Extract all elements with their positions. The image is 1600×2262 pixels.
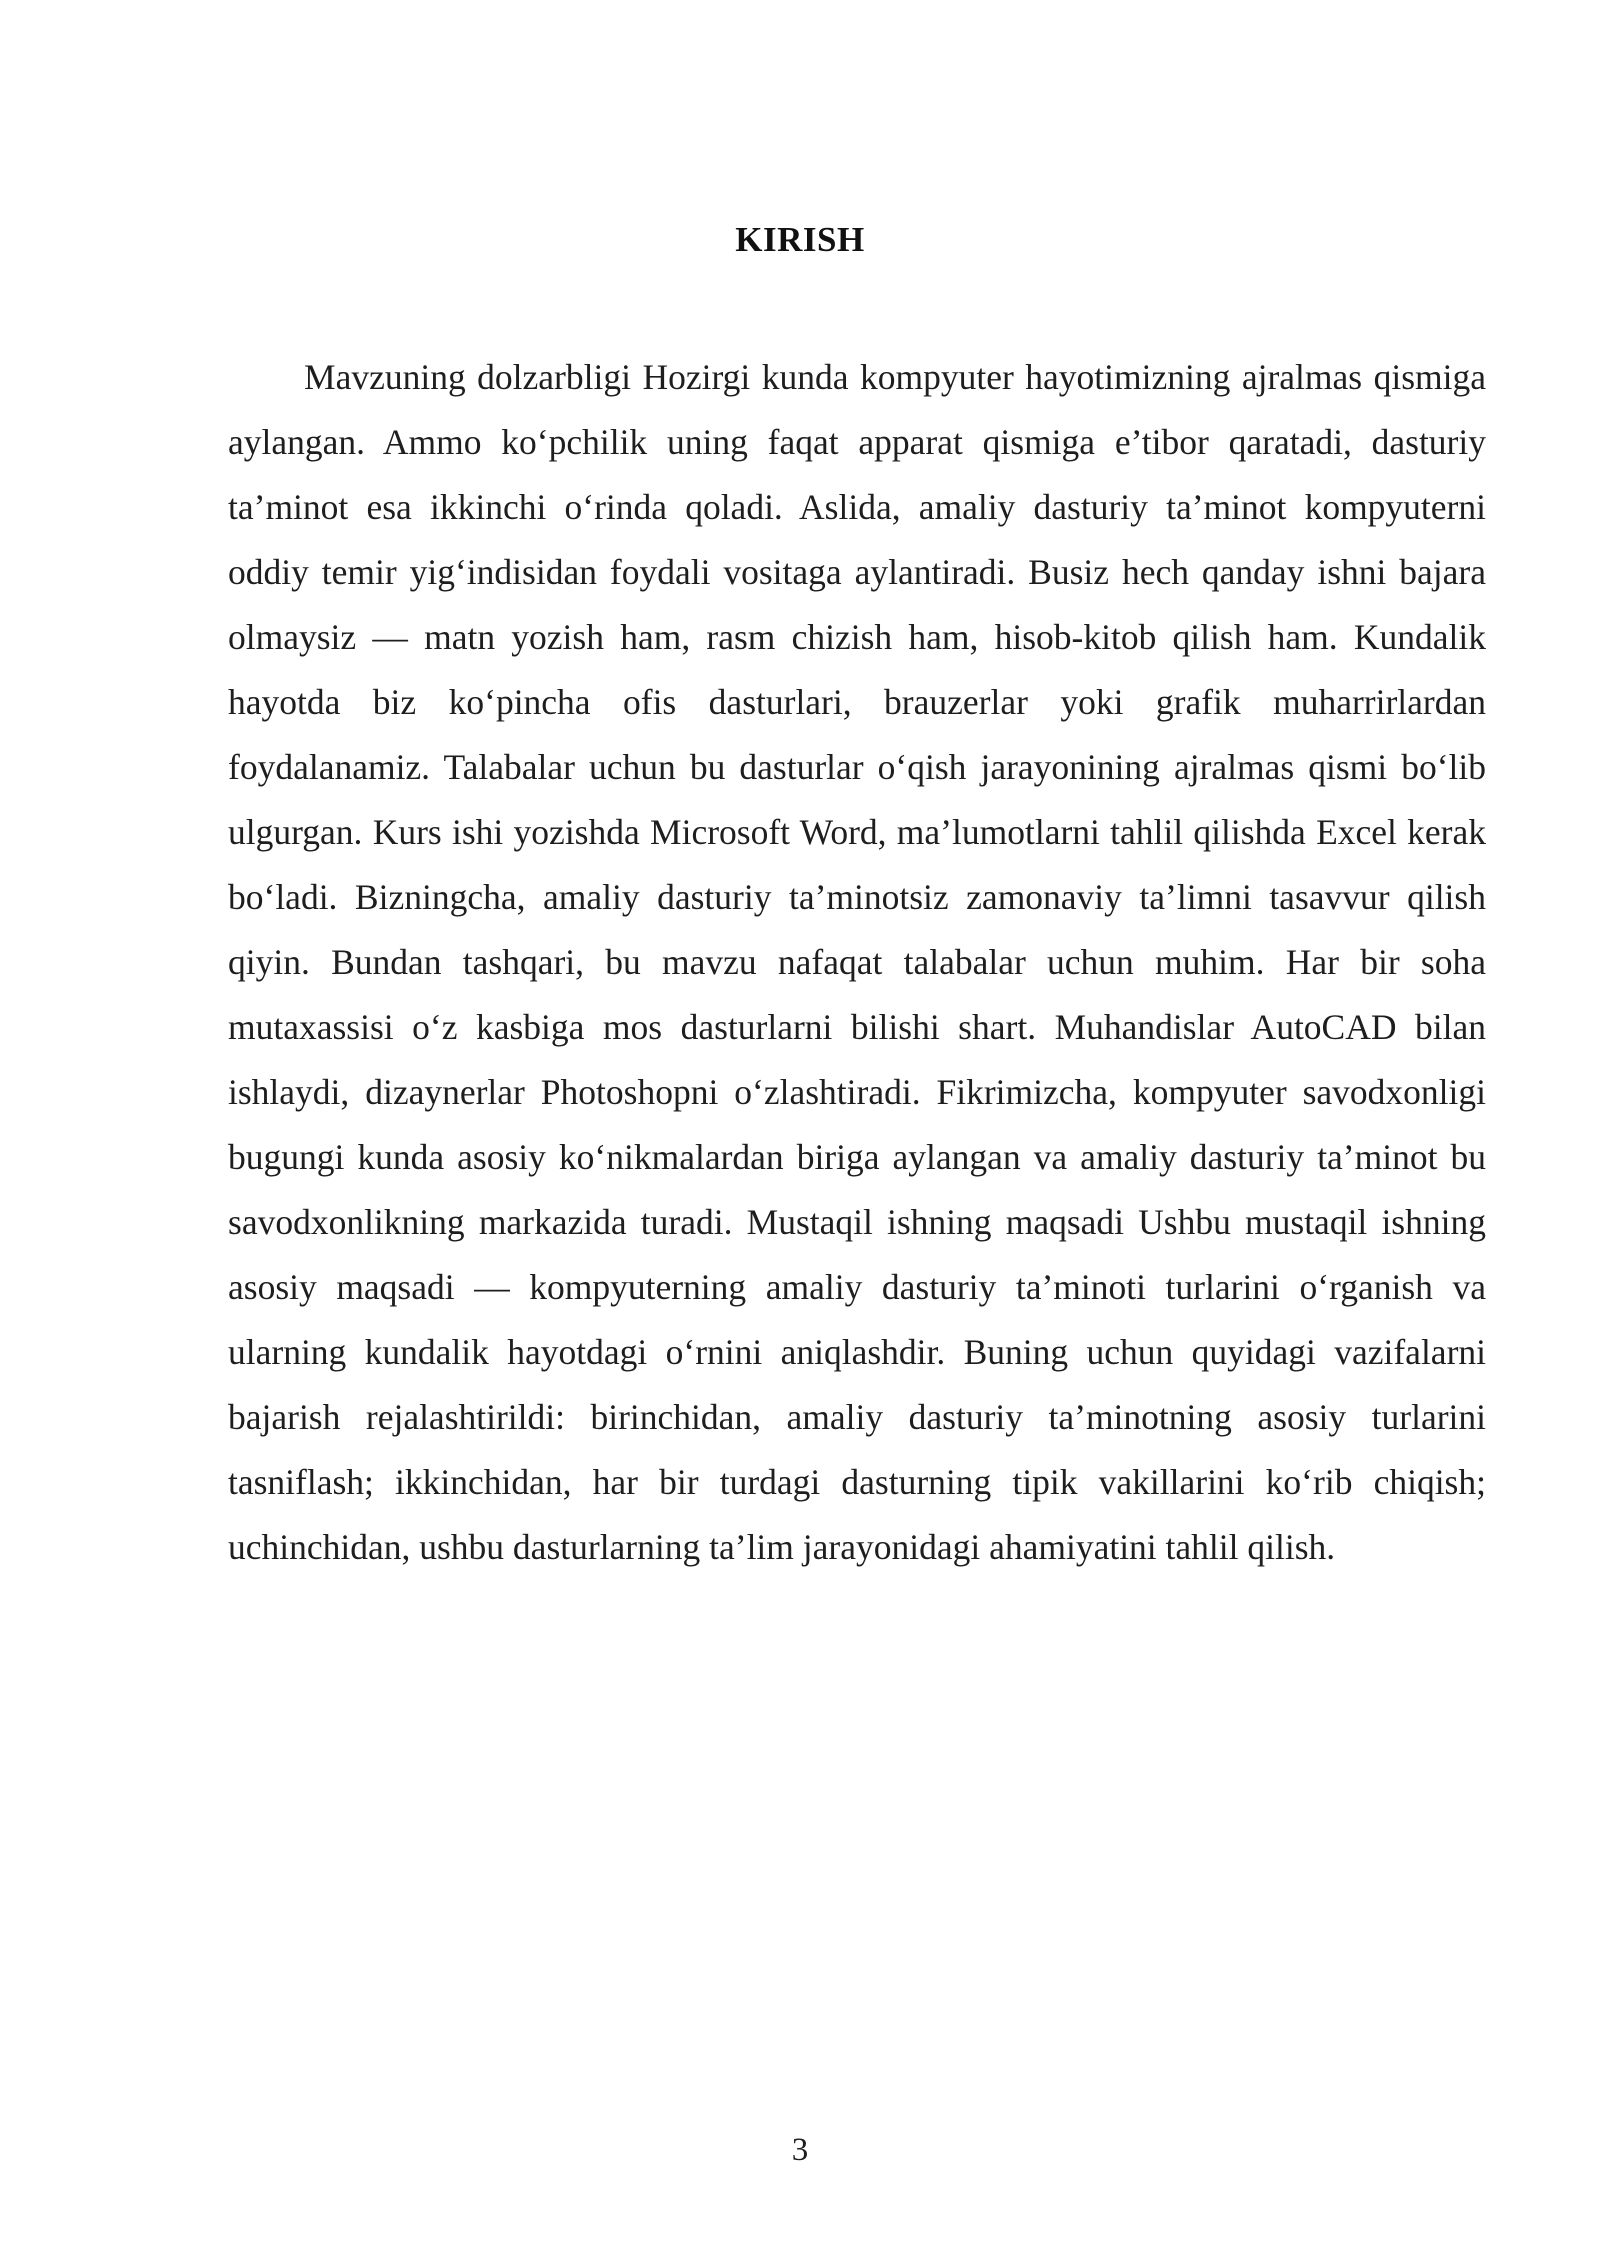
page-number: 3 bbox=[791, 2132, 809, 2168]
section-heading: KIRISH bbox=[735, 220, 865, 259]
body-paragraph: Mavzuning dolzarbligi Hozirgi kunda kompyuter hayotimizning ajralmas qismiga aylangan. Ammo ko‘pchilik uning faqat apparat qismiga e’tibor qaratadi, dasturiy ta’minot esa ikkinchi o‘rinda qoladi. Aslida, amaliy dasturiy ta’minot kompyuterni oddiy temir yig‘indisidan foydali vositaga aylantiradi. Busiz hech qanday ishni bajara olmaysiz — matn yozish ham, rasm chizish ham, hisob-kitob qilish ham. Kundalik hayotda biz ko‘pincha ofis dasturlari, brauzerlar yoki grafik muharrirlardan foydalanamiz. Talabalar uchun bu dasturlar o‘qish jarayonining ajralmas qismi bo‘lib ulgurgan. Kurs ishi yozishda Microsoft Word, ma’lumotlarni tahlil qilishda Excel kerak bo‘ladi. Bizningcha, amaliy dasturiy ta’minotsiz zamonaviy ta’limni tasavvur qilish qiyin. Bundan tashqari, bu mavzu nafaqat talabalar uchun muhim. Har bir soha mutaxassisi o‘z kasbiga mos dasturlarni bilishi shart. Muhandislar AutoCAD bilan ishlaydi, dizaynerlar Photoshopni o‘zlashtiradi. Fikrimizcha, kompyuter savodxonligi bugungi kunda asosiy ko‘nikmalardan biriga aylangan va amaliy dasturiy ta’minot bu savodxonlikning markazida turadi. Mustaqil ishning maqsadi Ushbu mustaqil ishning asosiy maqsadi — kompyuterning amaliy dasturiy ta’minoti turlarini o‘rganish va ularning kundalik hayotdagi o‘rnini aniqlashdir. Buning uchun quyidagi vazifalarni bajarish rejalashtirildi: birinchidan, amaliy dasturiy ta’minotning asosiy turlarini tasniflash; ikkinchidan, har bir turdagi dasturning tipik vakillarini ko‘rib chiqish; uchinchidan, ushbu dasturlarning ta’lim jarayonidagi ahamiyatini tahlil qilish. bbox=[228, 357, 1486, 1567]
